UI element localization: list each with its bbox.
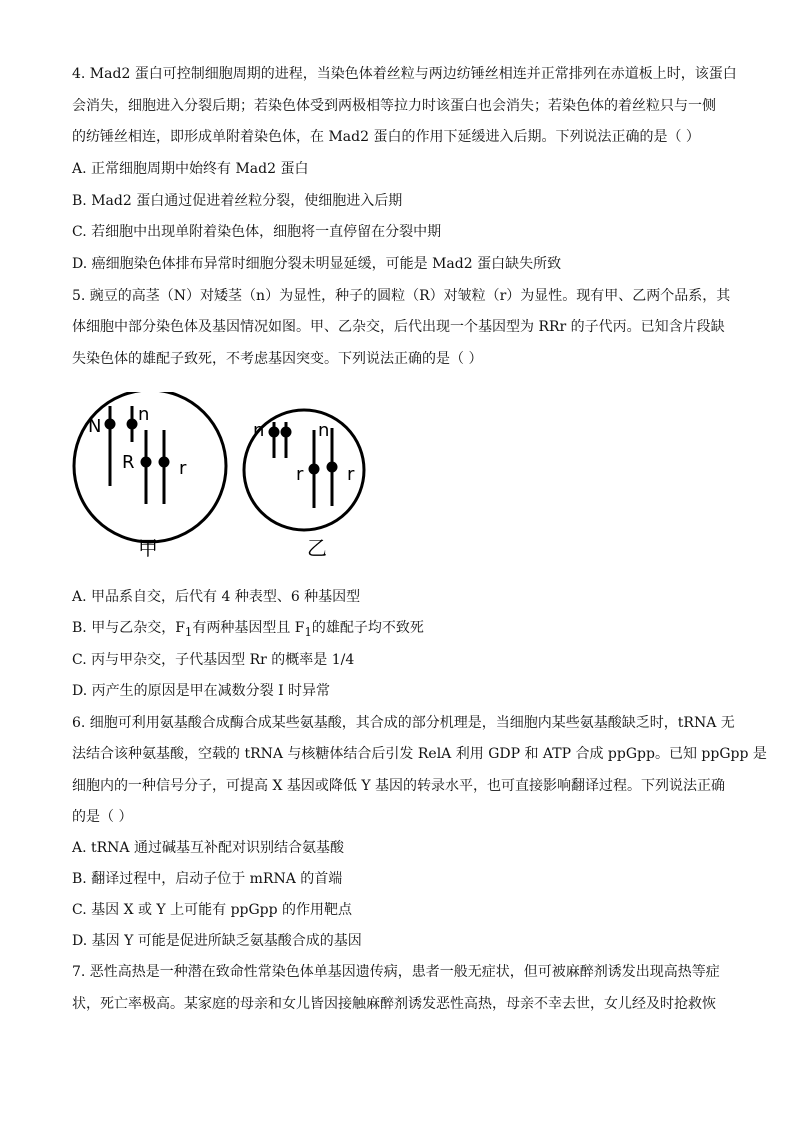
q5-option-d xyxy=(72,681,330,701)
q6-stem-line-2: 法结合该种氨基酸，空载的 tRNA 与核糖体结合后引发 RelA 利用 GDP 和 ATP 合成 ppGpp。已知 ppGpp 是 xyxy=(72,746,767,762)
centromere xyxy=(327,462,338,473)
centromere xyxy=(127,419,138,430)
gene-label-r: r xyxy=(179,458,187,479)
gene-label-n: n xyxy=(253,420,265,441)
gene-label-n: n xyxy=(138,404,150,425)
cell-jia-caption: 甲 xyxy=(138,536,158,560)
q5-option-a-text: A. 甲品系自交，后代有 4 种表型、6 种基因型 xyxy=(72,589,361,605)
gene-label-n: n xyxy=(318,420,330,441)
gene-label-r: r xyxy=(347,464,355,485)
q6-option-a: A. tRNA 通过碱基互补配对识别结合氨基酸 xyxy=(72,840,344,856)
gene-label-R: R xyxy=(122,452,135,473)
q7-stem-line-2: 状，死亡率极高。某家庭的母亲和女儿皆因接触麻醉剂诱发恶性高热，母亲不幸去世，女儿经及时抢救恢 xyxy=(72,996,716,1012)
q6-option-c: C. 基因 X 或 Y 上可能有 ppGpp 的作用靶点 xyxy=(72,902,353,918)
q5-option-b xyxy=(72,618,424,642)
cell-yi-caption: 乙 xyxy=(307,536,327,560)
q7-stem-line-1: 7. 恶性高热是一种潜在致命性常染色体单基因遗传病，患者一般无症状，但可被麻醉剂诱发出现高热等症 xyxy=(72,964,720,980)
q5-option-d-text: D. 丙产生的原因是甲在减数分裂 I 时异常 xyxy=(72,683,331,699)
q4-option-b: B. Mad2 蛋白通过促进着丝粒分裂，使细胞进入后期 xyxy=(72,193,403,209)
q5-stem-line-2: 体细胞中部分染色体及基因情况如图。甲、乙杂交，后代出现一个基因型为 RRr 的子代丙。已知含片段缺 xyxy=(72,319,725,335)
q4-option-c: C. 若细胞中出现单附着染色体，细胞将一直停留在分裂中期 xyxy=(72,224,442,240)
q5-option-c xyxy=(72,650,354,670)
q5-stem-line-1: 5. 豌豆的高茎（N）对矮茎（n）为显性，种子的圆粒（R）对皱粒（r）为显性。现有甲、乙两个品系，其 xyxy=(72,288,731,304)
subscript: 1 xyxy=(184,624,193,639)
q4-stem-line-3: 的纺锤丝相连，即形成单附着染色体，在 Mad2 蛋白的作用下延缓进入后期。下列说法正确的是（ ） xyxy=(72,129,700,145)
q6-stem-line-4: 的是（ ） xyxy=(72,809,133,825)
cell-jia xyxy=(74,392,226,560)
gene-label-N: N xyxy=(88,416,102,437)
q4-option-d: D. 癌细胞染色体排布异常时细胞分裂未明显延缓，可能是 Mad2 蛋白缺失所致 xyxy=(72,256,562,272)
q4-option-a: A. 正常细胞周期中始终有 Mad2 蛋白 xyxy=(72,161,309,177)
q4-stem-line-1: 4. Mad2 蛋白可控制细胞周期的进程，当染色体着丝粒与两边纺锤丝相连并正常排列在赤道板上时，该蛋白 xyxy=(72,66,737,82)
q5-option-b-text-1: B. 甲与乙杂交，F xyxy=(72,620,185,636)
centromere xyxy=(269,427,280,438)
centromere xyxy=(281,427,292,438)
centromere xyxy=(141,457,152,468)
q5-option-b-text-3: 的雄配子均不致死 xyxy=(311,620,424,636)
cell-yi xyxy=(244,410,364,560)
q6-option-b: B. 翻译过程中，启动子位于 mRNA 的首端 xyxy=(72,871,343,887)
gene-label-r: r xyxy=(296,464,304,485)
q5-option-c-text: C. 丙与甲杂交，子代基因型 Rr 的概率是 1/4 xyxy=(72,652,355,668)
q5-option-b-text-2: 有两种基因型且 F xyxy=(192,620,305,636)
subscript: 1 xyxy=(304,624,312,639)
q4-stem-line-2: 会消失，细胞进入分裂后期；若染色体受到两极相等拉力时该蛋白也会消失；若染色体的着丝粒只与一侧 xyxy=(72,98,716,114)
centromere xyxy=(309,464,320,475)
q6-option-d: D. 基因 Y 可能是促进所缺乏氨基酸合成的基因 xyxy=(72,933,362,949)
q6-stem-line-3: 细胞内的一种信号分子，可提高 X 基因或降低 Y 基因的转录水平，也可直接影响翻译过程。下列说法正确 xyxy=(72,778,726,794)
q6-stem-line-1: 6. 细胞可利用氨基酸合成酶合成某些氨基酸，其合成的部分机理是，当细胞内某些氨基酸缺乏时，tRNA 无 xyxy=(72,715,735,731)
centromere xyxy=(105,419,116,430)
chromosome-figure xyxy=(66,392,386,572)
q5-option-a xyxy=(72,587,360,607)
q5-stem-line-3: 失染色体的雄配子致死，不考虑基因突变。下列说法正确的是（ ） xyxy=(72,351,483,367)
cell-jia-membrane xyxy=(74,392,226,542)
centromere xyxy=(159,457,170,468)
